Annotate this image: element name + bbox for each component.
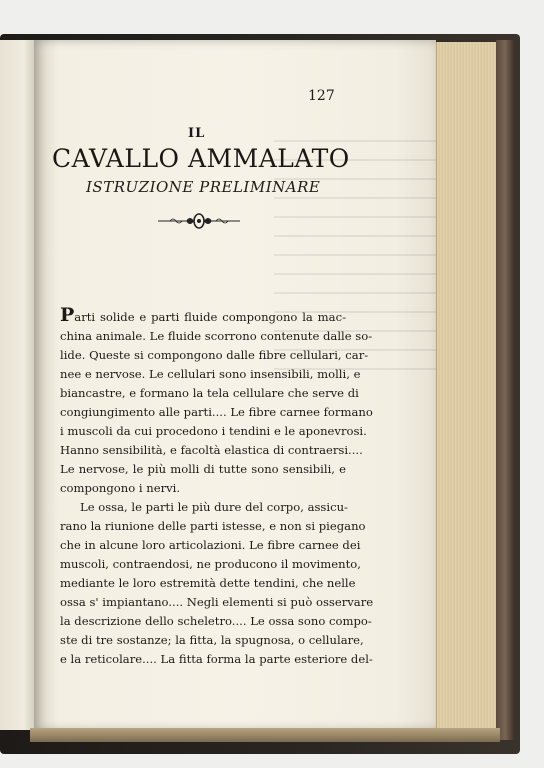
text-line-content: la descrizione dello scheletro.... Le ossa sono compo-	[60, 614, 372, 628]
text-line-content: i muscoli da cui procedono i tendini e le aponevrosi.	[60, 424, 367, 438]
text-line-content: Le ossa, le parti le più dure del corpo, assicu-	[80, 500, 348, 514]
text-line	[60, 460, 346, 479]
text-line	[60, 593, 374, 612]
text-line	[60, 365, 361, 384]
page-block-edges	[436, 42, 497, 734]
text-line	[60, 536, 361, 555]
drop-cap: P	[60, 304, 75, 326]
book-bottom-edge	[30, 728, 500, 742]
text-line	[60, 631, 364, 650]
text-line-content: compongono i nervi.	[60, 481, 181, 495]
page-subtitle: ISTRUZIONE PRELIMINARE	[86, 178, 321, 196]
text-line-content: china animale. Le fluide scorrono contenute dalle so-	[60, 329, 373, 343]
cover-spine-side	[496, 40, 514, 740]
text-line-content: e la reticolare.... La fitta forma la parte esteriore del-	[60, 652, 373, 666]
text-line	[60, 574, 356, 593]
text-line-content: biancastre, e formano la tela cellulare che serve di	[60, 386, 359, 400]
text-line	[60, 327, 373, 346]
text-line	[60, 306, 346, 327]
text-line-content: congiungimento alle parti.... Le fibre carnee formano	[60, 405, 373, 419]
text-line-content: nee e nervose. Le cellulari sono insensibili, molli, e	[60, 367, 361, 381]
ornament-icon	[156, 211, 242, 231]
text-line	[60, 517, 366, 536]
text-line	[60, 555, 361, 574]
text-line-content: Hanno sensibilità, e facoltà elastica di contraersi....	[60, 443, 363, 457]
heading-article: IL	[188, 126, 206, 141]
body-text	[60, 304, 374, 669]
text-line	[60, 498, 346, 517]
text-line-content: rano la riunione delle parti istesse, e non si piegano	[60, 519, 366, 533]
text-line-content: arti solide e parti fluide compongono la mac-	[74, 310, 346, 324]
page-number: 127	[308, 88, 335, 104]
text-line	[60, 384, 359, 403]
text-line	[60, 441, 363, 460]
text-line-content: muscoli, contraendosi, ne producono il movimento,	[60, 557, 361, 571]
text-line	[60, 479, 346, 498]
text-line	[60, 650, 373, 669]
text-line-content: Le nervose, le più molli di tutte sono sensibili, e	[60, 462, 346, 476]
text-line	[60, 612, 372, 631]
text-line	[60, 346, 369, 365]
text-line-content: ste di tre sostanze; la fitta, la spugnosa, o cellulare,	[60, 633, 364, 647]
left-page-edge	[0, 40, 36, 730]
text-line	[60, 422, 367, 441]
text-line-content: che in alcune loro articolazioni. Le fibre carnee dei	[60, 538, 361, 552]
text-line-content: mediante le loro estremità dette tendini, che nelle	[60, 576, 356, 590]
page-title: CAVALLO AMMALATO	[52, 144, 350, 173]
text-line-content: lide. Queste si compongono dalle fibre cellulari, car-	[60, 348, 369, 362]
text-line-content: ossa s' impiantano.... Negli elementi si può osservare	[60, 595, 374, 609]
text-line	[60, 403, 373, 422]
